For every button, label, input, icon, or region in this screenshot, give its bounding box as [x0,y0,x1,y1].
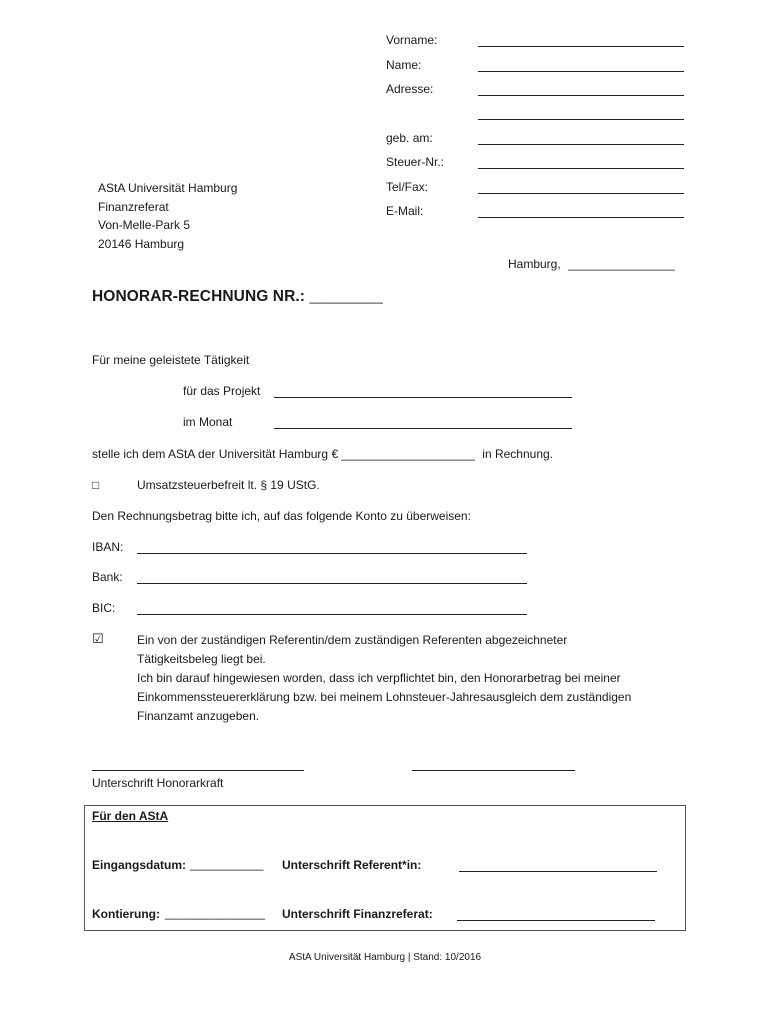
signature-input[interactable] [92,770,304,771]
field-label-tel-fax: Tel/Fax: [386,180,429,194]
finance-signature-label: Unterschrift Finanzreferat: [282,907,433,921]
field-label-steuer-nr: Steuer-Nr.: [386,155,445,169]
place-label: Hamburg, [508,257,561,271]
recipient-line-3: Von-Melle-Park 5 [98,218,191,232]
iban-label: IBAN: [92,540,124,554]
field-input-adresse-2[interactable] [478,119,684,120]
amount-prefix: stelle ich dem AStA der Universität Hamburg € [92,447,339,461]
bic-input[interactable] [137,614,527,615]
invoice-number-input[interactable]: __________ [309,289,383,304]
field-label-adresse: Adresse: [386,82,434,96]
field-label-geb: geb. am: [386,131,433,145]
declaration-line: Ein von der zuständigen Referentin/dem zuständigen Referenten abgezeichneter [137,633,568,647]
received-date-label: Eingangsdatum: [92,858,187,872]
finance-signature-input[interactable] [457,920,655,921]
recipient-line-1: AStA Universität Hamburg [98,181,238,195]
field-input-vorname[interactable] [478,46,684,47]
referent-signature-input[interactable] [459,871,657,872]
project-input[interactable] [274,397,572,398]
bic-label: BIC: [92,601,116,615]
vat-exempt-checkbox[interactable]: □ [92,478,100,492]
recipient-line-4: 20146 Hamburg [98,237,185,251]
field-input-name[interactable] [478,71,684,72]
field-input-tel-fax[interactable] [478,193,684,194]
footer: AStA Universität Hamburg | Stand: 10/2016 [288,952,482,963]
place-date [508,257,675,271]
declaration-line: Ich bin darauf hingewiesen worden, dass ich verpflichtet bin, den Honorarbetrag bei meiner [137,671,621,685]
page-title [92,288,383,306]
amount-sentence [92,447,553,461]
received-date-input[interactable]: ___________ [190,857,264,871]
title-text: HONORAR-RECHNUNG NR.: [92,288,306,305]
field-input-adresse[interactable] [478,95,684,96]
recipient-line-2: Finanzreferat [98,200,169,214]
declaration-checkbox[interactable]: ☑ [92,631,104,646]
field-input-steuer-nr[interactable] [478,168,684,169]
declaration-text [137,631,677,726]
month-input[interactable] [274,428,572,429]
declaration-line: Einkommenssteuererklärung bzw. bei meinem Lohnsteuer-Jahresausgleich dem zuständigen [137,690,632,704]
asta-section [84,805,686,931]
activity-intro: Für meine geleistete Tätigkeit [92,353,250,367]
iban-input[interactable] [137,553,527,554]
bank-intro: Den Rechnungsbetrag bitte ich, auf das folgende Konto zu überweisen: [92,509,471,523]
amount-suffix: in Rechnung. [482,447,554,461]
field-label-vorname: Vorname: [386,33,438,47]
referent-signature-label: Unterschrift Referent*in: [282,858,422,872]
month-label: im Monat [183,415,233,429]
field-input-geb[interactable] [478,144,684,145]
bank-label: Bank: [92,570,123,584]
asta-heading: Für den AStA [92,809,169,823]
declaration-line: Tätigkeitsbeleg liegt bei. [137,652,266,666]
account-label: Kontierung: [92,907,160,921]
field-label-email: E-Mail: [386,204,424,218]
signature-second-input[interactable] [412,770,575,771]
bank-input[interactable] [137,583,527,584]
signature-label: Unterschrift Honorarkraft [92,776,224,790]
date-input[interactable]: ________________ [568,257,675,271]
vat-exempt-label: Umsatzsteuerbefreit lt. § 19 UStG. [137,478,320,492]
amount-input[interactable]: ____________________ [341,447,475,461]
field-input-email[interactable] [478,217,684,218]
field-label-name: Name: [386,58,422,72]
account-input[interactable]: _______________ [165,906,266,920]
project-label: für das Projekt [183,384,261,398]
declaration-line: Finanzamt anzugeben. [137,709,260,723]
